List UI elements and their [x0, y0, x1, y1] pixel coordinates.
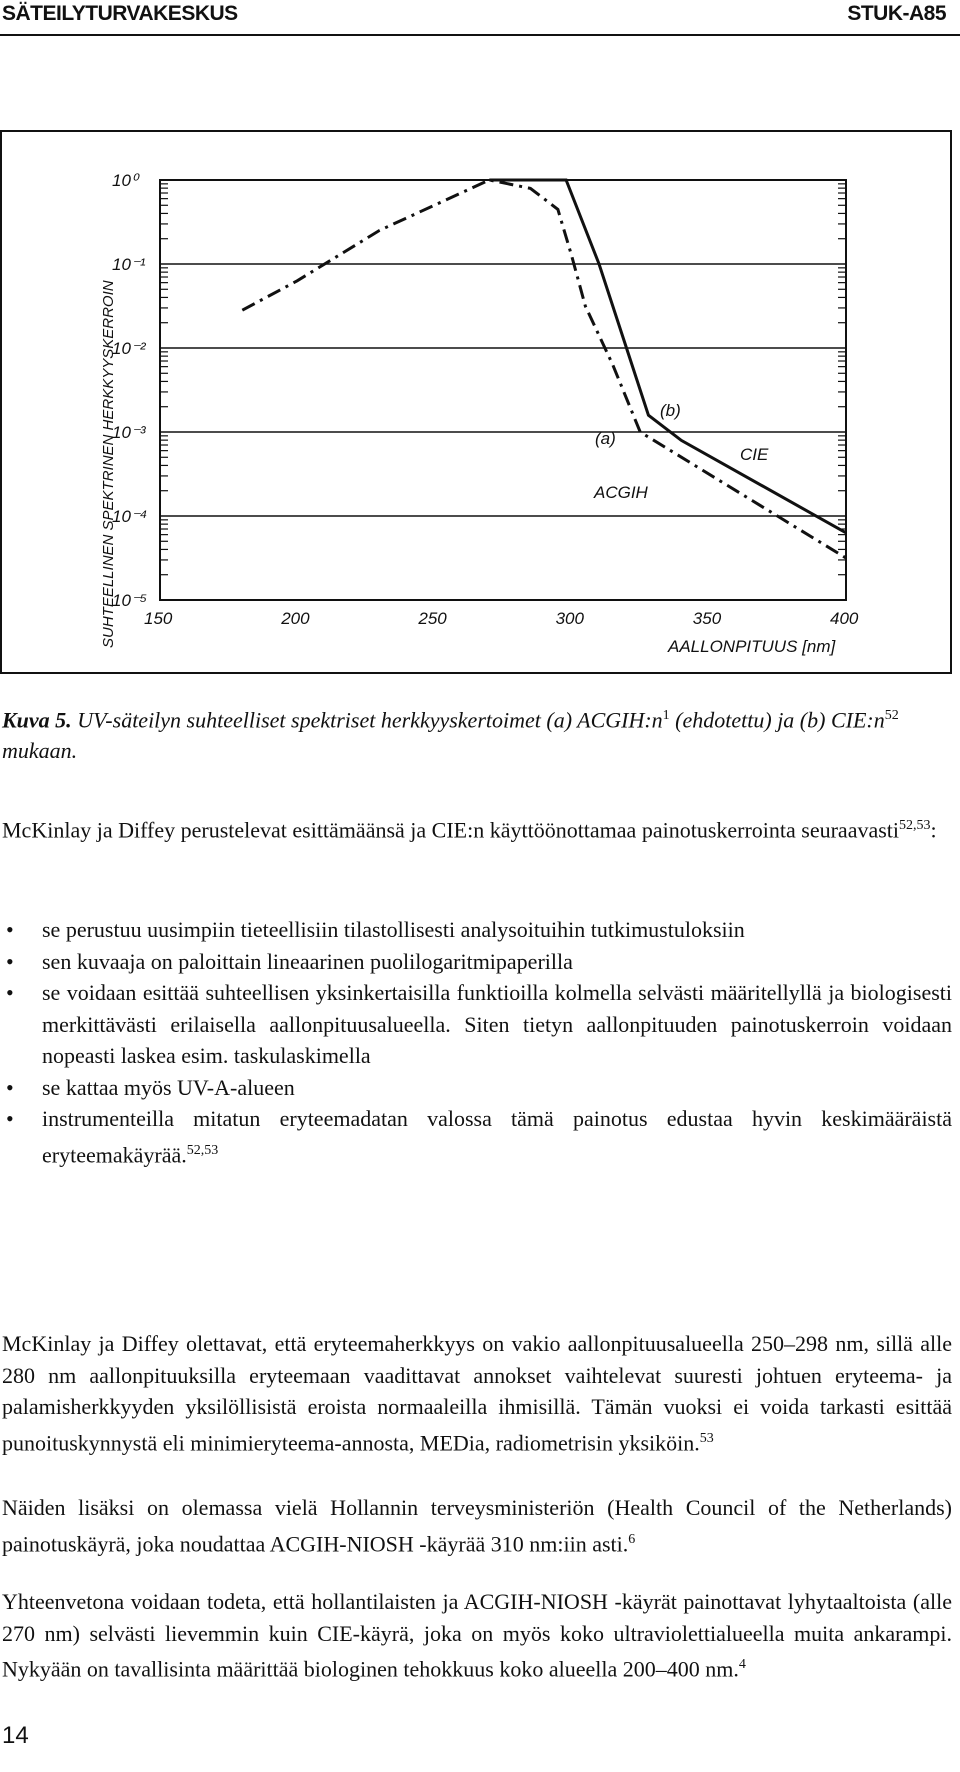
- list-item: [2, 1072, 952, 1104]
- bullet-dot: •: [6, 917, 14, 942]
- paragraph-netherlands: [2, 1492, 952, 1559]
- caption-text-2: (ehdotettu) ja (b) CIE:n: [669, 707, 885, 733]
- figure-5: [0, 130, 952, 674]
- bullet-dot: •: [6, 1074, 14, 1100]
- x-tick-label: 350: [692, 609, 722, 628]
- series-line-cie: [489, 180, 846, 533]
- y-tick-label: 10⁻²: [112, 339, 146, 358]
- list-item: [2, 914, 952, 946]
- paragraph-erythema-sup: 53: [699, 1430, 714, 1446]
- paragraph-intro-end: :: [930, 817, 937, 843]
- caption-sup-1: 1: [662, 708, 670, 723]
- bullet-dot: •: [6, 980, 14, 1005]
- y-tick-label: 10⁻⁴: [112, 507, 148, 526]
- label-b: (b): [660, 401, 681, 420]
- y-tick-label: 10⁻³: [112, 423, 146, 442]
- y-tick-label: 10⁻⁵: [112, 591, 148, 610]
- paragraph-intro-text: McKinlay ja Diffey perustelevat esittämäänsä ja CIE:n käyttöönottamaa painotuskerrointa seuraavasti: [2, 817, 900, 843]
- paragraph-netherlands-text: Näiden lisäksi on olemassa vielä Hollannin terveysministeriön (Health Council of the Netherlands) painotuskäyrä, joka noudattaa ACGIH-NIOSH -käyrää 310 nm:iin asti.: [2, 1495, 952, 1556]
- list-item-text: se perustuu uusimpiin tieteellisiin tilastollisesti analysoituihin tutkimustuloksiin: [42, 917, 745, 942]
- x-tick-label: 400: [830, 609, 859, 628]
- series-lines: [242, 180, 846, 558]
- paragraph-intro-sup: 52,53: [899, 818, 931, 833]
- label-acgih: ACGIH: [594, 483, 648, 502]
- caption-text-1: UV-säteilyn suhteelliset spektriset herkkyyskertoimet (a) ACGIH:n: [71, 707, 663, 733]
- header-rule: [0, 34, 960, 36]
- x-tick-label: 200: [281, 609, 310, 628]
- spectral-chart: [0, 130, 952, 674]
- y-tick-label: 10⁻¹: [112, 255, 146, 274]
- plot-area: [160, 180, 846, 600]
- paragraph-summary: [2, 1586, 952, 1685]
- series-line-acgih: [242, 180, 846, 558]
- label-cie: CIE: [740, 445, 769, 464]
- page-number: 14: [2, 1722, 29, 1749]
- list-item-text: se kattaa myös UV-A-alueen: [42, 1074, 295, 1100]
- paragraph-summary-sup: 4: [738, 1657, 746, 1672]
- x-tick-label: 300: [555, 609, 584, 628]
- paragraph-intro: [2, 810, 952, 846]
- figure-caption: [2, 700, 952, 766]
- list-item: [2, 1103, 952, 1170]
- gridlines: [160, 180, 846, 600]
- paragraph-netherlands-sup: 6: [628, 1531, 636, 1547]
- bullet-list: [2, 914, 952, 1170]
- list-item-text: sen kuvaaja on paloittain lineaarinen puolilogaritmipaperilla: [42, 948, 573, 974]
- y-axis-label: SUHTEELLINEN SPEKTRINEN HERKKYYSKERROIN: [100, 280, 117, 648]
- list-item: [2, 946, 952, 978]
- y-tick-label: 10⁰: [112, 171, 138, 190]
- running-header-left: SÄTEILYTURVAKESKUS: [2, 2, 238, 25]
- paragraph-erythema: [2, 1328, 952, 1458]
- list-item: [2, 977, 952, 1072]
- x-tick-labels: [144, 609, 859, 628]
- caption-lead: Kuva 5.: [2, 707, 72, 733]
- bullet-dot: •: [6, 948, 14, 974]
- x-tick-label: 250: [418, 609, 447, 628]
- list-item-text: se voidaan esittää suhteellisen yksinkertaisilla funktioilla kolmella selvästi määritellyllä ja biologisesti merkittävästi erilaisella aallonpituusalueella. Siten tietyn aallonpituuden painotuskerroin voidaan nopeasti laskea esim. taskulaskimella: [42, 980, 952, 1068]
- list-item-sup: 52,53: [186, 1142, 219, 1158]
- bullet-dot: •: [6, 1106, 14, 1131]
- running-header-right: STUK-A85: [847, 2, 946, 25]
- list-item-text: instrumenteilla mitatun eryteemadatan valossa tämä painotus edustaa hyvin keskimääräistä eryteemakäyrää.: [42, 1106, 952, 1167]
- y-tick-labels: [112, 171, 147, 610]
- x-axis-label: AALLONPITUUS [nm]: [668, 637, 836, 656]
- caption-sup-2: 52: [884, 708, 899, 723]
- paragraph-summary-text: Yhteenvetona voidaan todeta, että hollantilaisten ja ACGIH-NIOSH -käyrät painottavat lyhytaaltoista (alle 270 nm) selvästi lievemmin kuin CIE-käyrä, joka on myös koko ultraviolettialueella muita ankarampi. Nykyään on tavallisinta määrittää biologinen tehokkuus koko alueella 200–400 nm.: [2, 1589, 952, 1682]
- paragraph-erythema-text: McKinlay ja Diffey olettavat, että eryteemaherkkyys on vakio aallonpituusalueella 250–298 nm, sillä alle 280 nm aallonpituuksilla eryteemaan vaadittavat annokset vaihtelevat suuresti johtuen eryteema- ja palamisherkkyyden yksilöllisistä eroista normaaleilla ihmisillä. Tämän vuoksi ei voida tarkasti esittää punoituskynnystä eli minimieryteema-annosta, MEDia, radiometrisin yksiköin.: [2, 1331, 952, 1455]
- x-tick-label: 150: [144, 609, 173, 628]
- label-a: (a): [595, 429, 616, 448]
- caption-text-3: mukaan.: [2, 738, 78, 764]
